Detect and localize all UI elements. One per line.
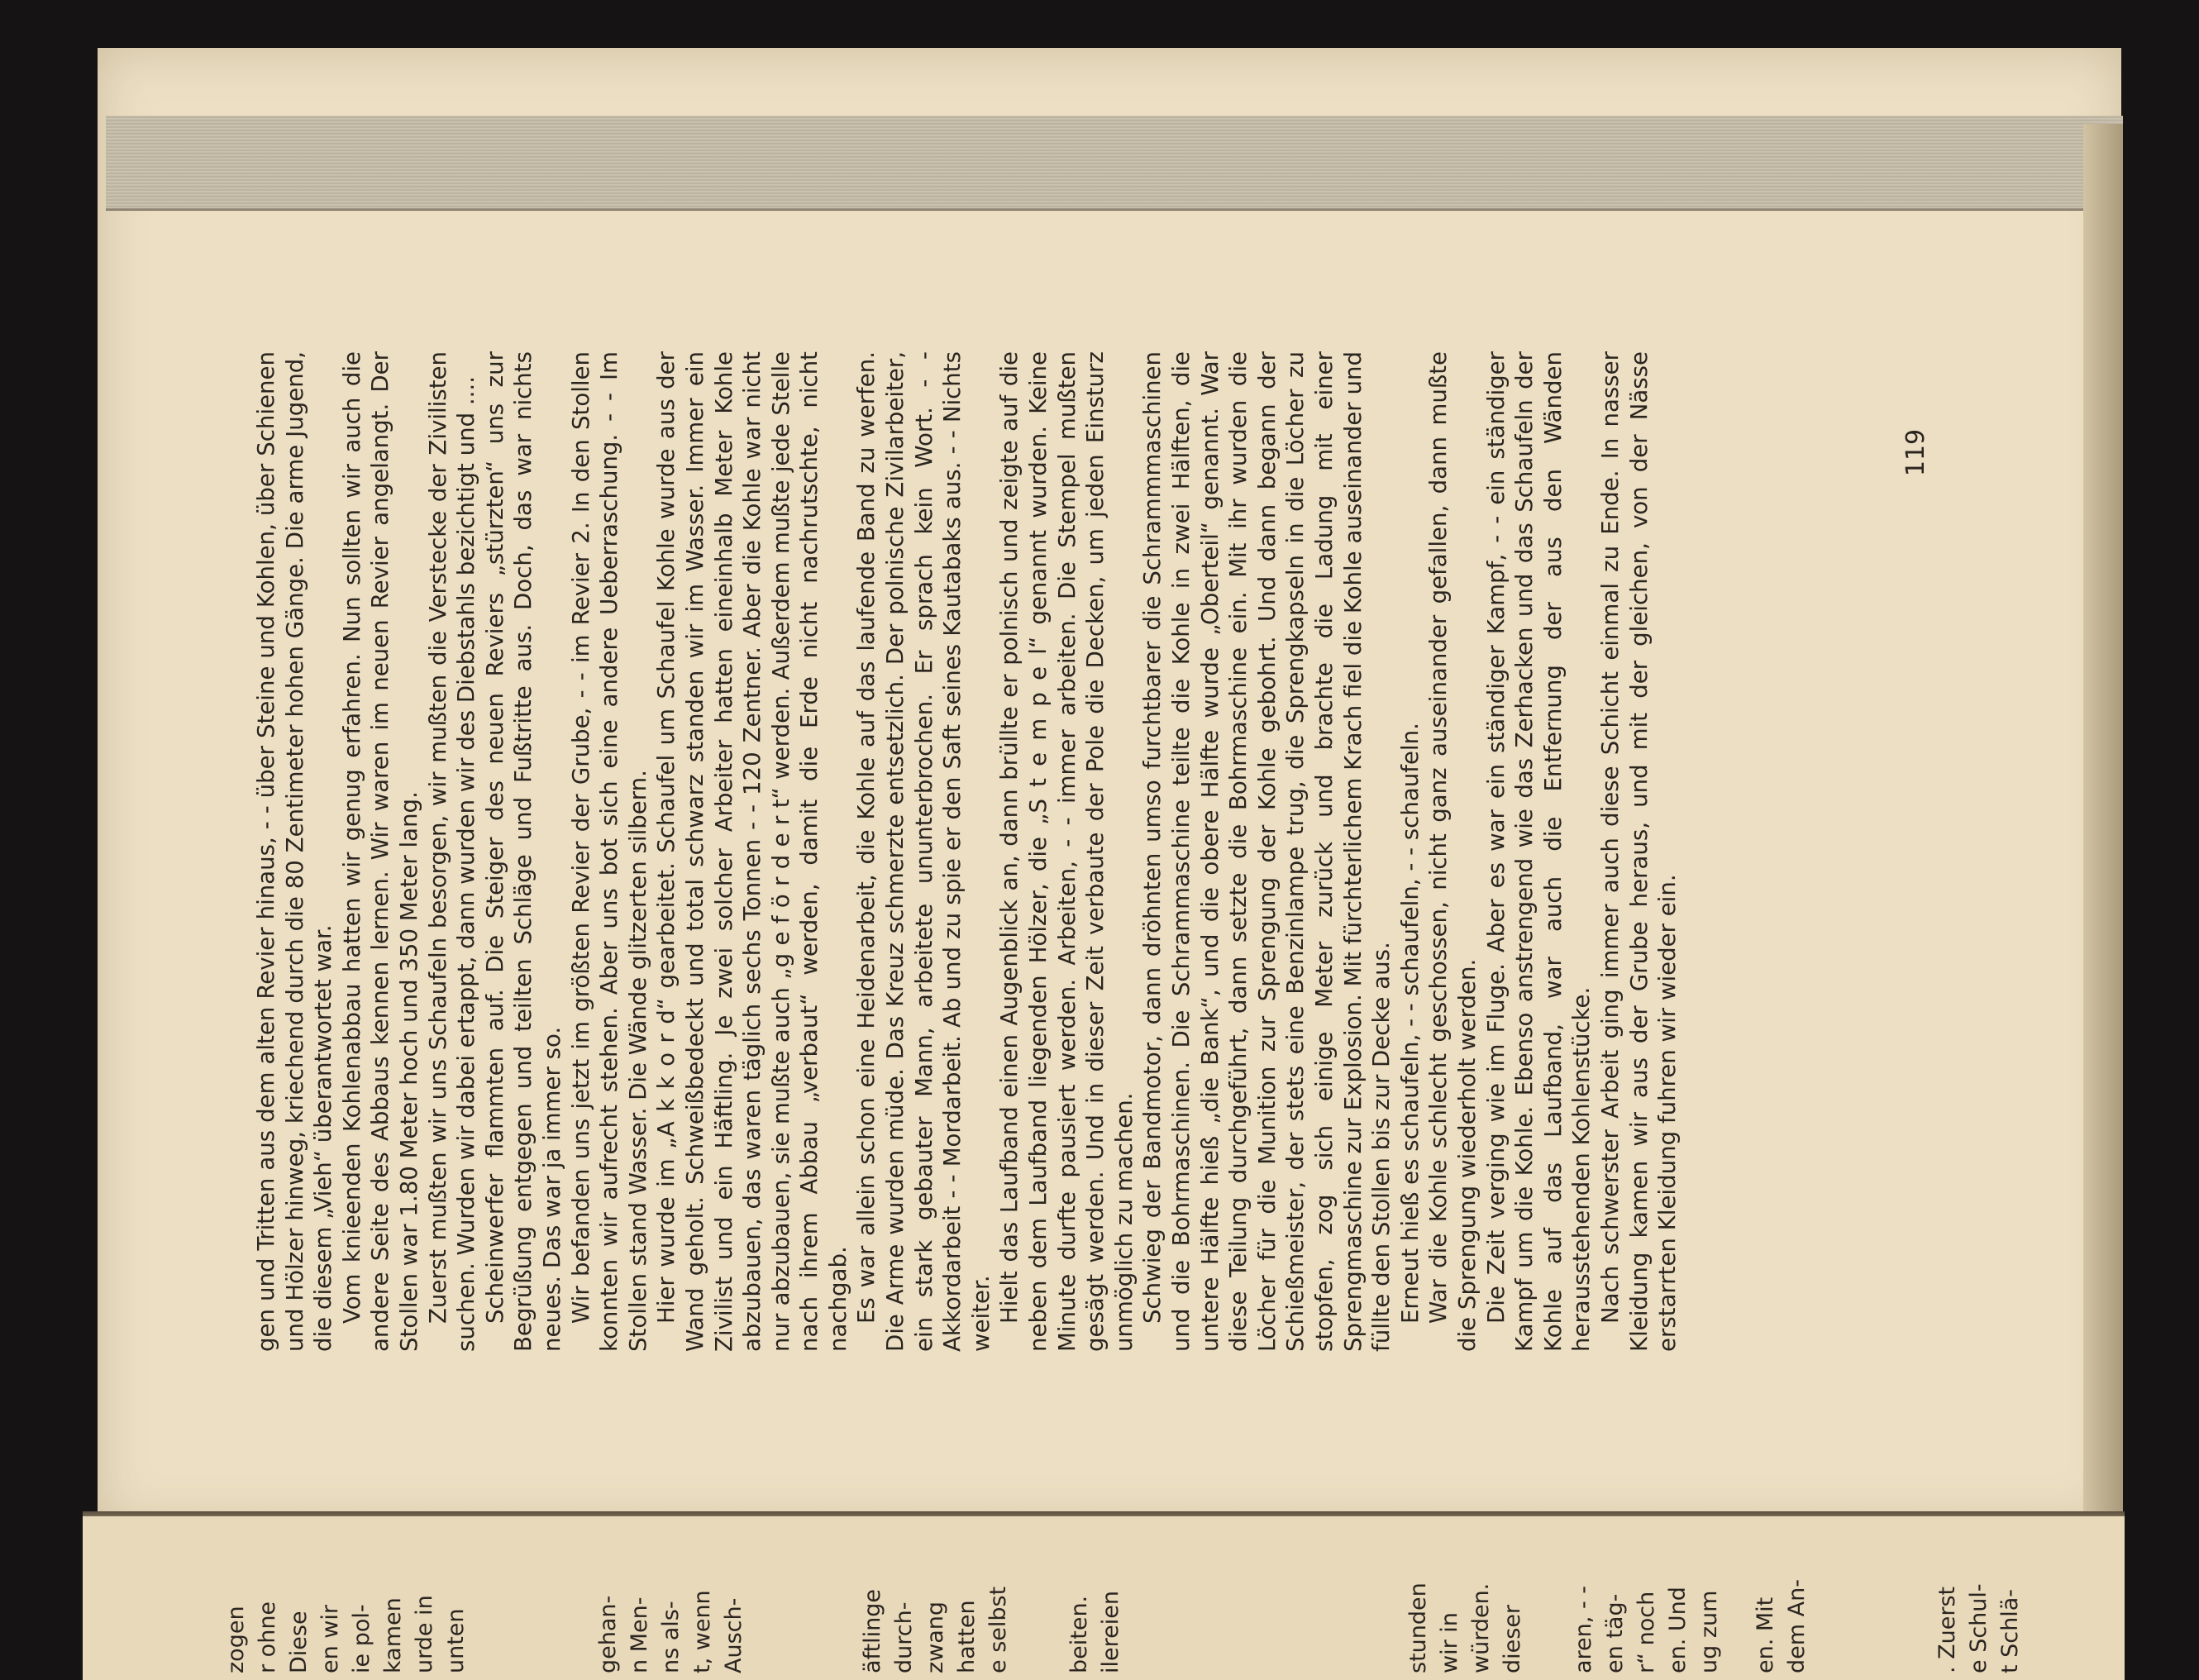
previous-page-line: durch- [891, 1601, 917, 1673]
previous-page-line: beiten. [1066, 1595, 1092, 1673]
paragraph: Es war allein schon eine Heidenarbeit, die Kohle auf das laufende Band zu werfen. Die Arme wurden müde. Das Kreuz schmerzte entsetzlich. Der polnische Zivilarbeiter, ein stark gebauter Mann, arbeitete ununterbrochen. Er sprach kein Wort. - - Akkordarbeit - - Mordarbeit. Ab und zu spie er den Saft seines Kautabaks aus. - - Nichts weiter. [852, 351, 995, 1352]
previous-page-line: hatten [954, 1600, 980, 1673]
previous-page-line: r ohne [255, 1601, 280, 1673]
page-edge-side [2083, 124, 2123, 1530]
previous-page-line: en täg- [1602, 1593, 1628, 1673]
previous-page-line: Ausch- [721, 1597, 747, 1673]
page-number: 119 [1901, 428, 1931, 477]
paragraph: Hielt das Laufband einen Augenblick an, dann brüllte er polnisch und zeigte auf die neben dem Laufband liegenden Hölzer, die „S t e m p e l“ genannt wurden. Keine Minute durfte pausiert werden. Arbeiten, - - immer arbeiten. Die Stempel mußten gesägt werden. Und in dieser Zeit verbaute der Pole die Decken, um jeden Einsturz unmöglich zu machen. [995, 351, 1138, 1352]
previous-page-line: stunden [1405, 1582, 1431, 1673]
previous-page-line: n Men- [627, 1596, 652, 1673]
previous-page-line: unten [443, 1608, 469, 1673]
previous-page-line: ie pol- [349, 1604, 374, 1673]
previous-page-line: en wir [317, 1605, 343, 1673]
previous-page-line: en. Und [1665, 1587, 1691, 1673]
previous-page-line: aren, - - [1571, 1585, 1596, 1673]
previous-page-line: e Schul- [1966, 1583, 1992, 1673]
paragraph: Erneut hieß es schaufeln, - - schaufeln, - - schaufeln. [1395, 723, 1424, 1324]
paragraph: Die Zeit verging wie im Fluge. Aber es war ein ständiger Kampf, - - ein ständiger Kampf um die Kohle. Ebenso anstrengend wie das Zerhacken und das Schaufeln der Kohle auf das Laufband, war auch die Entfernung der aus den Wänden herausstehenden Kohlenstücke. [1481, 351, 1596, 1352]
previous-page-line: gehan- [595, 1595, 621, 1673]
previous-page-line: t Schlä- [1997, 1588, 2023, 1673]
page-body-text [252, 351, 1782, 1352]
previous-page-line: zogen [223, 1606, 249, 1673]
paragraph: Vom knieenden Kohlenabbau hatten wir genug erfahren. Nun sollten wir auch die andere Seite des Abbaus kennen lernen. Wir waren im neuen Revier angelangt. Der Stollen war 1.80 Meter hoch und 350 Meter lang. [337, 351, 422, 1352]
previous-page-line: würden. [1468, 1582, 1494, 1673]
paragraph: Hier wurde im „A k k o r d“ gearbeitet. Schaufel um Schaufel Kohle wurde aus der Wand geholt. Schweißbedeckt und total schwarz standen wir im Wasser. Immer ein Zivilist und ein Häftling. Je zwei solcher Arbeiter hatten eineinhalb Meter Kohle abzubauen, das waren täglich sechs Tonnen - - 120 Zentner. Aber die Kohle war nicht nur abzubauen, sie mußte auch „g e f ö r d e r t“ werden. Außerdem mußte jede Stelle nach ihrem Abbau „verbaut“ werden, damit die Erde nicht nachrutschte, nicht nachgab. [652, 351, 851, 1352]
paragraph: Scheinwerfer flammten auf. Die Steiger des neuen Reviers „stürzten“ uns zur Begrüßung entgegen und teilten Schläge und Fußtritte aus. Doch, das war nichts neues. Das war ja immer so. [480, 351, 565, 1352]
previous-page-line: wir in [1437, 1612, 1462, 1673]
paragraph: War die Kohle schlecht geschossen, nicht ganz auseinander gefallen, dann mußte die Sprengung wiederholt werden. [1424, 351, 1481, 1352]
previous-page-line: ug zum [1696, 1590, 1722, 1673]
paragraph: Schwieg der Bandmotor, dann dröhnten umso furchtbarer die Schrammmaschinen und die Bohrmaschinen. Die Schrammaschine teilte die Kohle in zwei Hälften, die untere Hälfte hieß „die Bank“, und die obere Hälfte wurde „Oberteil“ genannt. War diese Teilung durchgeführt, dann setzte die Bohrmaschine ein. Mit ihr wurden die Löcher für die Munition zur Sprengung der Kohle gebohrt. Und dann begann der Schießmeister, der stets eine Benzinlampe trug, die Sprengkapseln in die Löcher zu stopfen, zog sich einige Meter zurück und brachte die Ladung mit einer Sprengmaschine zur Explosion. Mit fürchterlichem Krach fiel die Kohle auseinander und füllte den Stollen bis zur Decke aus. [1138, 351, 1395, 1352]
previous-page-line: en. Mit [1753, 1596, 1778, 1673]
paragraph: Wir befanden uns jetzt im größten Revier der Grube, - - im Revier 2. In den Stollen konnten wir aufrecht stehen. Aber uns bot sich eine andere Ueberraschung. - - Im Stollen stand Wasser. Die Wände glitzerten silbern. [566, 351, 651, 1352]
previous-page-line: ns als- [658, 1601, 684, 1673]
previous-page-line: äftlinge [860, 1588, 885, 1673]
previous-page-line: zwang [923, 1601, 948, 1673]
previous-page-line: r“ noch [1634, 1591, 1659, 1673]
previous-page-line: urde in [412, 1595, 437, 1673]
previous-page-line: t, wenn [689, 1590, 715, 1673]
previous-page-line: ilereien [1098, 1591, 1123, 1673]
previous-page-line: dem An- [1784, 1579, 1810, 1673]
previous-page-line: kamen [380, 1597, 406, 1673]
page-edges [106, 116, 2123, 211]
previous-page [83, 1516, 2125, 1680]
previous-page-line: dieser [1500, 1604, 1525, 1673]
previous-page-line: e selbst [985, 1586, 1011, 1673]
previous-page-line: Diese [286, 1611, 312, 1673]
paragraph: gen und Tritten aus dem alten Revier hinaus, - - über Steine und Kohlen, über Schienen und Hölzer hinweg, kriechend durch die 80 Zentimeter hohen Gänge. Die arme Jugend, die diesem „Vieh“ überantwortet war. [252, 351, 337, 1352]
previous-page-line: . Zuerst [1934, 1586, 1960, 1673]
previous-page-text [83, 1516, 2125, 1680]
paragraph: Nach schwerster Arbeit ging immer auch diese Schicht einmal zu Ende. In nasser Kleidung kamen wir aus der Grube heraus, und mit der gleichen, von der Nässe erstarrten Kleidung fuhren wir wieder ein. [1596, 351, 1681, 1352]
paragraph: Zuerst mußten wir uns Schaufeln besorgen, wir mußten die Verstecke der Zivilisten suchen. Wurden wir dabei ertappt, dann wurden wir des Diebstahls bezichtigt und .... [423, 351, 480, 1352]
